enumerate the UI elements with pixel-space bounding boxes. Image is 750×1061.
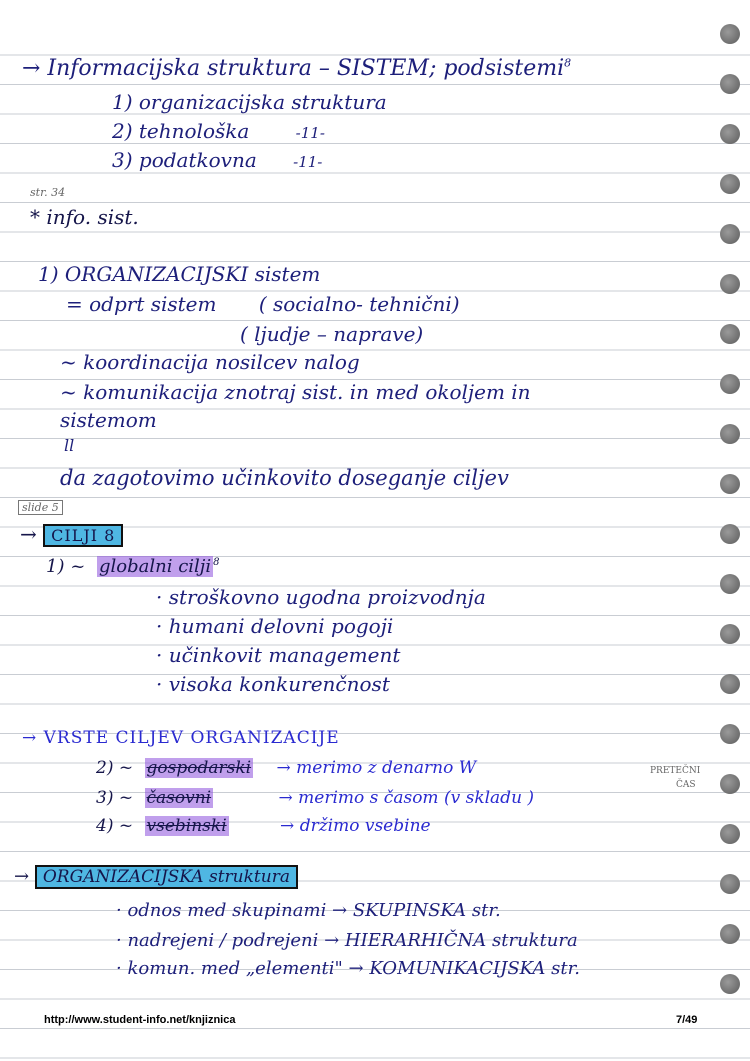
list-item-text: 2) tehnološka <box>112 119 250 143</box>
definition-note: ( ljudje – naprave) <box>240 322 424 346</box>
title-text: → Informacijska struktura – SISTEM; podsistemi <box>22 56 565 81</box>
arrow-mark: → <box>20 522 37 546</box>
binding-hole <box>720 574 740 594</box>
section-heading: → VRSTE CILJEV ORGANIZACIJE <box>22 728 340 748</box>
list-number: 2) ~ <box>96 758 134 778</box>
slide-reference: slide 5 <box>18 500 63 515</box>
list-item: · humani delovni pogoji <box>156 614 394 638</box>
binding-hole <box>720 424 740 444</box>
ditto-mark: -11- <box>293 153 323 171</box>
binding-hole <box>720 724 740 744</box>
list-item: · komun. med „elementi" → KOMUNIKACIJSKA str. <box>116 958 580 979</box>
binding-hole <box>720 624 740 644</box>
binding-hole <box>720 974 740 994</box>
ditto-mark: -11- <box>295 124 325 142</box>
list-item: · učinkovit management <box>156 643 401 667</box>
list-number: 3) ~ <box>96 788 134 808</box>
source-url: http://www.student-info.net/knjiznica <box>44 1014 236 1026</box>
list-item <box>96 816 431 836</box>
list-item: ~ komunikacija znotraj sist. in med okoljem in <box>60 380 531 404</box>
list-item: ~ koordinacija nosilcev nalog <box>60 350 360 374</box>
binding-hole <box>720 774 740 794</box>
list-item <box>112 148 322 172</box>
list-item <box>96 788 534 808</box>
list-item-text: 3) podatkovna <box>112 148 257 172</box>
equals-mark: ll <box>64 436 75 455</box>
definition-note: ( socialno- tehnični) <box>258 292 460 316</box>
term-description: → merimo z denarno W <box>276 758 477 778</box>
title-mark: 8 <box>564 56 572 70</box>
binding-hole <box>720 674 740 694</box>
list-item <box>112 119 325 143</box>
section-heading: 1) ORGANIZACIJSKI sistem <box>38 262 321 286</box>
binding-hole <box>720 374 740 394</box>
list-item: · nadrejeni / podrejeni → HIERARHIČNA struktura <box>116 930 578 951</box>
org-structure-heading: ORGANIZACIJSKA struktura <box>35 865 298 889</box>
margin-note: ČAS <box>676 780 696 790</box>
binding-hole <box>720 74 740 94</box>
page-number: 7/49 <box>676 1014 698 1026</box>
binding-hole <box>720 474 740 494</box>
list-item: sistemom <box>60 408 157 432</box>
list-item <box>46 556 220 577</box>
binding-hole <box>720 824 740 844</box>
list-item <box>96 758 476 778</box>
section-heading <box>20 522 123 546</box>
definition-line <box>66 292 460 316</box>
definition-text: = odprt sistem <box>66 292 217 316</box>
summary-line: da zagotovimo učinkovito doseganje ciljev <box>60 466 509 490</box>
highlighted-term: vsebinski <box>146 816 227 836</box>
binding-hole <box>720 124 740 144</box>
binding-hole <box>720 174 740 194</box>
list-number: 1) ~ <box>46 556 86 577</box>
term-description: → držimo vsebine <box>280 816 431 836</box>
list-item: · stroškovno ugodna proizvodnja <box>156 585 486 609</box>
list-number: 4) ~ <box>96 816 134 836</box>
binding-hole <box>720 924 740 944</box>
list-item: · odnos med skupinami → SKUPINSKA str. <box>116 900 501 921</box>
arrow-mark: → <box>14 866 30 887</box>
highlighted-term: globalni cilji <box>99 556 212 577</box>
binding-hole <box>720 24 740 44</box>
highlighted-term: gospodarski <box>146 758 252 778</box>
highlighted-term: časovni <box>146 788 212 808</box>
page-reference: str. 34 <box>30 186 66 199</box>
binding-hole <box>720 274 740 294</box>
term-description: → merimo s časom (v skladu ) <box>278 788 535 808</box>
binding-holes <box>720 24 744 1024</box>
binding-hole <box>720 874 740 894</box>
binding-hole <box>720 324 740 344</box>
binding-hole <box>720 224 740 244</box>
list-item: 1) organizacijska struktura <box>112 90 387 114</box>
page-title <box>22 56 571 81</box>
section-heading <box>14 866 298 887</box>
list-item: · visoka konkurenčnost <box>156 672 390 696</box>
section-heading: * info. sist. <box>30 205 139 229</box>
binding-hole <box>720 524 740 544</box>
term-mark: 8 <box>213 557 220 568</box>
margin-note: PRETEČNI <box>650 766 701 776</box>
cilji-heading: CILJI 8 <box>43 524 123 547</box>
